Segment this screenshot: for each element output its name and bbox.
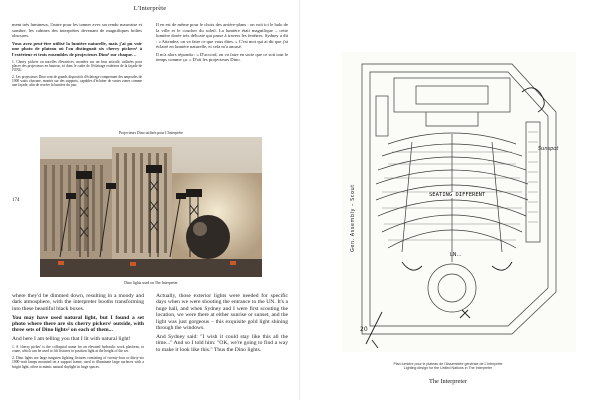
dino-lights-photo bbox=[40, 137, 262, 277]
paragraph: And Sydney said: "I wish it could stay like this all the time..." And so I told him: "OK, we're going to find a way to make it look like this." Thus the Dino lights. bbox=[156, 333, 288, 353]
plan-caption-en: Lighting design for the United Nations in The Interpreter bbox=[403, 366, 493, 371]
plan-figure-number: 20 bbox=[360, 326, 368, 333]
lighting-plan-drawing bbox=[342, 52, 576, 352]
photo-caption-fr: Projecteurs Dino utilisés pour L'Interprète bbox=[119, 131, 183, 135]
plan-bottom-note: LN… bbox=[450, 252, 462, 258]
plan-caption bbox=[330, 362, 566, 371]
plan-right-note: Sunspot bbox=[538, 146, 559, 152]
plan-vertical-note: Gen. Assembly – Scout bbox=[350, 184, 356, 252]
page-number: 174 bbox=[12, 198, 20, 203]
paragraph: 2. Les projecteurs Dino sont de grands dispositifs d'éclairage comprenant des ampoules de 1000 watts chacune, montés sur des supports, capables d'éclairer de vastes zones comme une façade, afin de recréer la lumière du jour. bbox=[12, 74, 142, 88]
paragraph: where they'd be dimmed down, resulting in a moody and dark atmosphere, with the interpreter booths transforming into these beautiful black boxes. bbox=[12, 293, 144, 312]
french-column-2 bbox=[156, 22, 288, 134]
paragraph: Vous avez peut-être utilisé la lumière naturelle, mais j'ai pu voir une photo de plateau où l'on distinguait six cherry pickers¹ à l'extérieur et trois ensembles de projecteurs Dino² sur chaque… bbox=[12, 40, 142, 57]
photo-illustration bbox=[40, 137, 262, 277]
paragraph: 2. Dino lights are large tungsten lighting fixtures consisting of twenty-four or thirty-six 1000-watt lamps mounted on a support frame, used to illuminate large surfaces with a bright light, often to mimic natural daylight in large spaces. bbox=[12, 355, 144, 369]
paragraph: 1. A 'cherry picker' is the colloquial name for an elevated hydraulic work platform, or crane, which can be used to lift fixtures to position light at the height of the set. bbox=[12, 345, 144, 354]
english-column-2 bbox=[156, 293, 288, 397]
paragraph: You may have used natural light, but I found a set photo where there are six cherry pickers¹ outside, with three sets of Dino lights² on each of them... bbox=[12, 314, 144, 334]
paragraph: Il en est de même pour le choix des arrière-plans : on voit ici le halo de la ville et le coucher du soleil. La lumière était magnifique – cette lumière dorée très délicate qui passe à travers les fenêtres. Sydney a dit : « Attendez, on va faire ce que vous dites. » C'est moi qui ai dit que j'ai éclairé en lumière naturelle, et cela m'a amusé. bbox=[156, 22, 288, 49]
english-column-1 bbox=[12, 293, 144, 397]
right-page-footer: The Interpreter bbox=[429, 378, 467, 385]
floor-plan-sketch bbox=[342, 52, 576, 352]
paragraph: Actually, those exterior lights were needed for specific days when we were shooting the entrance to the UN. It's a huge hall, and when Sydney and I were first scouting the location, we were there at either sunrise or sunset, and the light was just gorgeous – this exquisite gold light shining through the windows. bbox=[156, 293, 288, 332]
photo-caption-en: Dino lights used on The Interpreter bbox=[124, 281, 178, 285]
running-head: L'Interprète bbox=[133, 5, 167, 12]
plan-seating-label: SEATING DIFFERENT bbox=[429, 192, 486, 198]
paragraph: ment très lumineux, l'autre pour les tonner avec un rendu mauvaise et sombre, les cabines des interprètes devenant de magnifiques boîtes obscures. bbox=[12, 22, 142, 38]
paragraph: 1. Cherry pickers ou nacelles élévatrices, montées sur un bras articulé, utilisées pour placer des projecteurs en hauteur, ici dans le cadre de l'éclairage extérieur de la façade de l'ONU. bbox=[12, 59, 142, 73]
paragraph: And here I am telling you that I lit with natural light! bbox=[12, 336, 131, 343]
paragraph: Il m'a alors répondu : « D'accord, on va faire en sorte que ce soit tout le temps comme ça. » D'où les projecteurs Dino. bbox=[156, 51, 288, 63]
plan-caption-fr: Plan lumière pour le plateau de l'Assemblée générale de L'Interprète bbox=[393, 362, 503, 366]
french-column-1 bbox=[12, 22, 142, 134]
